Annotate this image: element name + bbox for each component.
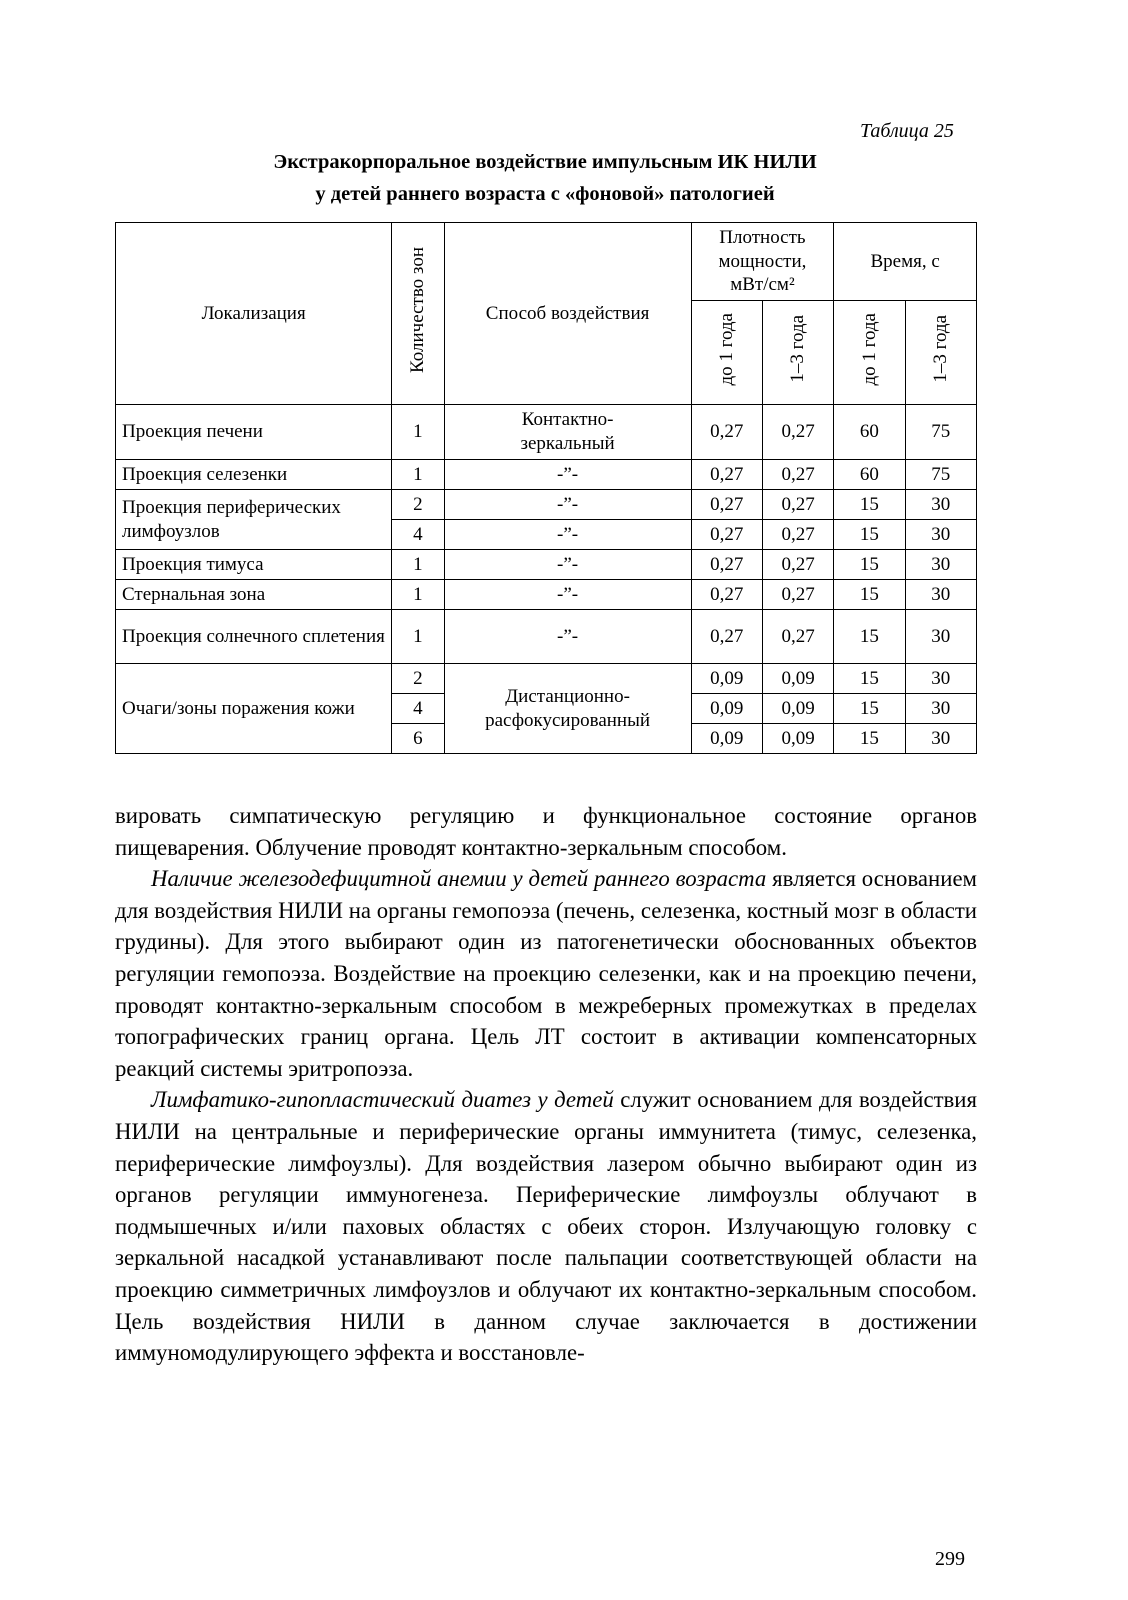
- cell-time-under1: 15: [834, 490, 905, 520]
- cell-zones: 1: [392, 460, 444, 490]
- table-row: [116, 664, 977, 694]
- cell-localization: Проекция тимуса: [116, 550, 392, 580]
- cell-time-1to3: 30: [905, 550, 976, 580]
- cell-method: -”-: [444, 550, 691, 580]
- cell-zones: 1: [392, 405, 444, 460]
- cell-method: Контактно-зеркальный: [444, 405, 691, 460]
- cell-time-1to3: 30: [905, 610, 976, 664]
- header-localization: Локализация: [116, 223, 392, 405]
- cell-power-1to3: 0,09: [762, 724, 833, 754]
- table-row: [116, 610, 977, 664]
- cell-localization: Стернальная зона: [116, 580, 392, 610]
- cell-power-under1: 0,09: [691, 724, 762, 754]
- cell-localization: Проекция периферических лимфоузлов: [116, 490, 392, 550]
- cell-power-under1: 0,27: [691, 610, 762, 664]
- table-header-row: [116, 223, 977, 301]
- header-zone-count: [392, 223, 444, 405]
- cell-localization: Проекция солнечного сплетения: [116, 610, 392, 664]
- cell-method: -”-: [444, 490, 691, 520]
- cell-localization: Проекция печени: [116, 405, 392, 460]
- cell-zones: 4: [392, 520, 444, 550]
- cell-power-1to3: 0,27: [762, 405, 833, 460]
- header-power-density-label: Плотность мощности,: [718, 226, 807, 272]
- cell-time-1to3: 75: [905, 460, 976, 490]
- cell-time-under1: 15: [834, 664, 905, 694]
- cell-zones: 1: [392, 550, 444, 580]
- cell-zones: 1: [392, 610, 444, 664]
- cell-power-1to3: 0,27: [762, 580, 833, 610]
- cell-time-under1: 15: [834, 520, 905, 550]
- cell-power-1to3: 0,27: [762, 610, 833, 664]
- table-title-line-2: у детей раннего возраста с «фоновой» патологией: [315, 183, 775, 205]
- paragraph-diathesis: [115, 1084, 977, 1368]
- body-text: [115, 800, 977, 1369]
- paragraph-diathesis-text: служит основанием для воздействия НИЛИ на центральные и периферические органы иммунитета (тимус, селезенка, периферические лимфоузлы). Для воздействия лазером обычно выбирают один из органов регуляции иммуногенеза. Периферические лимфоузлы облучают в подмышечных и/или паховых областях с обеих сторон. Излучающую головку с зеркальной насадкой устанавливают после пальпации соответствующей области на проекцию симметричных лимфоузлов и облучают их контактно-зеркальным способом. Цель воздействия НИЛИ в данном случае заключается в достижении иммуномодулирующего эффекта и восстановле-: [115, 1087, 977, 1366]
- cell-method: -”-: [444, 460, 691, 490]
- subheader-power-1to3-label: 1–3 года: [787, 315, 809, 383]
- cell-zones: 2: [392, 490, 444, 520]
- cell-power-1to3: 0,27: [762, 520, 833, 550]
- cell-time-1to3: 30: [905, 490, 976, 520]
- paragraph-anemia-emphasis: Наличие железодефицитной анемии у детей раннего возраста: [151, 866, 767, 892]
- cell-time-under1: 15: [834, 550, 905, 580]
- cell-localization: Очаги/зоны поражения кожи: [116, 664, 392, 754]
- cell-time-under1: 60: [834, 460, 905, 490]
- cell-power-under1: 0,27: [691, 580, 762, 610]
- paragraph-anemia: [115, 863, 977, 1084]
- cell-time-under1: 15: [834, 610, 905, 664]
- cell-time-1to3: 75: [905, 405, 976, 460]
- cell-zones: 2: [392, 664, 444, 694]
- cell-time-1to3: 30: [905, 724, 976, 754]
- subheader-time-under1: [834, 301, 905, 405]
- table-row: [116, 490, 977, 520]
- cell-method: -”-: [444, 520, 691, 550]
- subheader-power-under1-label: до 1 года: [715, 312, 737, 386]
- cell-power-1to3: 0,27: [762, 550, 833, 580]
- table-title-line-1: Экстракорпоральное воздействие импульсным ИК НИЛИ: [273, 151, 817, 173]
- cell-power-under1: 0,27: [691, 405, 762, 460]
- header-zone-count-label: Количество зон: [407, 247, 429, 374]
- table-row: [116, 580, 977, 610]
- cell-power-under1: 0,09: [691, 664, 762, 694]
- page-number: 299: [935, 1548, 965, 1570]
- cell-power-under1: 0,27: [691, 550, 762, 580]
- paragraph-anemia-text: является основанием для воздействия НИЛИ на органы гемопоэза (печень, селезенка, костный мозг в области грудины). Для этого выбирают один из патогенетически обоснованных объектов регуляции гемопоэза. Воздействие на проекцию селезенки, как и на проекцию печени, проводят контактно-зеркальным способом в межреберных промежутках в пределах топографических границ органа. Цель ЛТ состоит в активации компенсаторных реакций системы эритропоэза.: [115, 866, 977, 1081]
- cell-power-1to3: 0,27: [762, 460, 833, 490]
- subheader-time-under1-label: до 1 года: [858, 312, 880, 386]
- cell-method: Дистанционно-расфокусированный: [444, 664, 691, 754]
- cell-method: -”-: [444, 610, 691, 664]
- cell-time-1to3: 30: [905, 520, 976, 550]
- header-time: Время, с: [834, 223, 977, 301]
- paragraph-continuation: вировать симпатическую регуляцию и функциональное состояние органов пищеварения. Облучение проводят контактно-зеркальным способом.: [115, 803, 977, 860]
- cell-power-1to3: 0,09: [762, 694, 833, 724]
- cell-zones: 6: [392, 724, 444, 754]
- cell-power-under1: 0,27: [691, 490, 762, 520]
- header-power-unit: мВт/см²: [730, 274, 795, 296]
- cell-power-1to3: 0,09: [762, 664, 833, 694]
- cell-power-under1: 0,09: [691, 694, 762, 724]
- parameters-table: [115, 222, 977, 754]
- subheader-time-1to3: [905, 301, 976, 405]
- table-row: [116, 405, 977, 460]
- cell-power-under1: 0,27: [691, 460, 762, 490]
- cell-power-1to3: 0,27: [762, 490, 833, 520]
- subheader-power-under1: [691, 301, 762, 405]
- cell-time-1to3: 30: [905, 694, 976, 724]
- cell-zones: 1: [392, 580, 444, 610]
- subheader-power-1to3: [762, 301, 833, 405]
- table-row: [116, 550, 977, 580]
- cell-time-under1: 60: [834, 405, 905, 460]
- table-caption: Таблица 25: [860, 120, 954, 142]
- subheader-time-1to3-label: 1–3 года: [929, 315, 951, 383]
- header-power-density: [691, 223, 834, 301]
- cell-zones: 4: [392, 694, 444, 724]
- table-row: [116, 460, 977, 490]
- header-method: Способ воздействия: [444, 223, 691, 405]
- cell-time-1to3: 30: [905, 664, 976, 694]
- cell-localization: Проекция селезенки: [116, 460, 392, 490]
- cell-time-under1: 15: [834, 580, 905, 610]
- cell-time-under1: 15: [834, 724, 905, 754]
- cell-method: -”-: [444, 580, 691, 610]
- paragraph-diathesis-emphasis: Лимфатико-гипопластический диатез у детей: [151, 1087, 614, 1113]
- cell-power-under1: 0,27: [691, 520, 762, 550]
- cell-time-1to3: 30: [905, 580, 976, 610]
- cell-time-under1: 15: [834, 694, 905, 724]
